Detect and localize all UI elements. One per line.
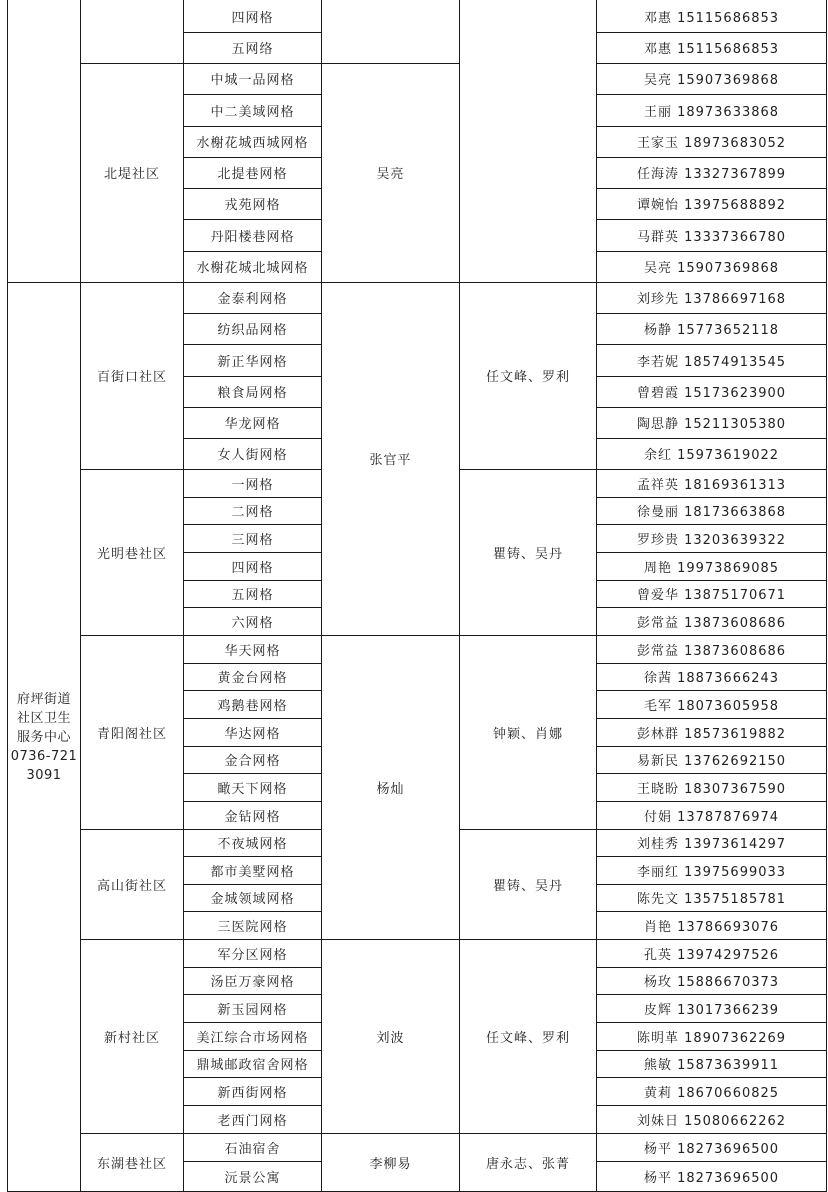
grid-name: 新正华网格: [217, 354, 288, 370]
grid-name: 四网格: [231, 10, 274, 26]
grid-name: 汤臣万豪网格: [210, 975, 295, 990]
grid-contact: 徐茜 18873666243: [643, 671, 780, 686]
grid-name: 华天网格: [224, 643, 281, 659]
service-center-line: 府坪街道: [16, 691, 71, 707]
grid-contact: 彭常益 13873608686: [636, 615, 787, 631]
grid-contact: 邓惠 15115686853: [643, 42, 780, 57]
grid-contact: 吴亮 15907369868: [643, 73, 780, 88]
grid-name: 金合网格: [224, 754, 281, 769]
community-name: 北堤社区: [103, 167, 160, 182]
service-center-lines: [11, 690, 78, 785]
grid-leader: 李柳易: [369, 1157, 412, 1172]
grid-contact: 陶思静 15211305380: [636, 417, 787, 432]
grid-name: 金泰利网格: [217, 292, 288, 307]
doctor-team: 任文峰、罗利: [485, 370, 570, 385]
grid-contact: 曾碧霞 15173623900: [636, 386, 787, 401]
community-name: 百街口社区: [96, 370, 167, 385]
grid-name: 鼎城邮政宿舍网格: [196, 1058, 309, 1073]
grid-contact: 王晓盼 18307367590: [636, 781, 787, 797]
grid-contact: 彭林群 18573619882: [636, 726, 787, 742]
community-name: 光明巷社区: [96, 546, 167, 562]
grid-contact: 刘妹日 15080662262: [636, 1113, 787, 1129]
grid-contact: 陈明革 18907362269: [636, 1030, 787, 1046]
grid-name: 新西街网格: [217, 1085, 288, 1101]
grid-contact: 熊敏 15873639911: [643, 1058, 780, 1073]
grid-contact: 罗珍贵 13203639322: [636, 532, 787, 548]
service-center-cell: [8, 282, 80, 1192]
grid-contact: 任海涛 13327367899: [636, 167, 787, 182]
grid-name: 老西门网格: [217, 1113, 288, 1129]
grid-contact: 杨玫 15886670373: [643, 975, 780, 990]
grid-leader: 张官平: [369, 453, 412, 468]
grid-contact: 曾爱华 13875170671: [636, 588, 787, 603]
grid-contact: 易新民 13762692150: [636, 754, 787, 769]
grid-contact: 毛军 18073605958: [643, 698, 780, 714]
grid-contact: 谭婉怡 13975688892: [636, 198, 787, 213]
grid-contact: 余红 15973619022: [643, 448, 780, 463]
grid-contact: 马群英 13337366780: [636, 229, 787, 245]
community-name: 东湖巷社区: [96, 1157, 167, 1172]
grid-contact: 彭常益 13873608686: [636, 643, 787, 659]
grid-name: 粮食局网格: [217, 386, 288, 401]
grid-name: 纺织品网格: [217, 323, 288, 338]
grid-contact: 邓惠 15115686853: [643, 10, 780, 26]
grid-name: 黄金台网格: [217, 671, 288, 686]
grid-contact: 付娟 13787876974: [643, 809, 780, 825]
grid-contact: 刘桂秀 13973614297: [636, 837, 787, 852]
grid-name: 五网络: [231, 42, 274, 57]
grid-name: 不夜城网格: [217, 837, 288, 852]
grid-name: 三网格: [231, 532, 274, 548]
grid-contact: 杨平 18273696500: [643, 1141, 780, 1157]
doctor-team: 瞿铸、吴丹: [492, 878, 563, 894]
service-center-line: 3091: [26, 767, 62, 783]
grid-contact: 刘珍先 13786697168: [636, 292, 787, 307]
grid-name: 石油宿舍: [224, 1141, 281, 1157]
grid-contact: 李若妮 18574913545: [636, 354, 787, 370]
grid-contact: 周艳 19973869085: [643, 560, 780, 576]
grid-name: 华达网格: [224, 726, 281, 742]
grid-name: 美江综合市场网格: [196, 1030, 309, 1046]
grid-name: 女人街网格: [217, 448, 288, 463]
grid-contact: 陈先文 13575185781: [636, 892, 787, 907]
grid-contact: 孔英 13974297526: [643, 947, 780, 963]
grid-contact: 王丽 18973633868: [643, 104, 780, 120]
grid-name: 沅景公寓: [224, 1171, 281, 1186]
grid-leader: 吴亮: [376, 167, 405, 182]
grid-name: 戎苑网格: [224, 198, 281, 213]
grid-name: 瞰天下网格: [217, 781, 288, 797]
grid-name: 军分区网格: [217, 947, 288, 963]
service-center-line: 服务中心: [16, 729, 71, 745]
grid-contact: 李丽红 13975699033: [636, 864, 787, 880]
grid-name: 一网格: [231, 477, 274, 493]
grid-name: 中城一品网格: [210, 73, 295, 88]
grid-name: 丹阳楼巷网格: [210, 229, 295, 245]
grid-contact: 杨平 18273696500: [643, 1171, 780, 1186]
grid-name: 北提巷网格: [217, 167, 288, 182]
doctor-team: 唐永志、张菁: [485, 1157, 570, 1172]
grid-name: 六网格: [231, 615, 274, 631]
doctor-team: 瞿铸、吴丹: [492, 546, 563, 562]
grid-name: 水榭花城西城网格: [196, 136, 309, 151]
grid-contact: 杨静 15773652118: [643, 323, 780, 338]
service-center-line: 社区卫生: [16, 710, 71, 726]
grid-contact: 肖艳 13786693076: [643, 919, 780, 935]
grid-name: 新玉园网格: [217, 1002, 288, 1018]
service-center-line: 0736-721: [10, 748, 78, 764]
grid-name: 五网格: [231, 588, 274, 603]
grid-name: 金城领域网格: [210, 892, 295, 907]
community-name: 新村社区: [103, 1030, 160, 1046]
grid-contact: 黄莉 18670660825: [643, 1085, 780, 1101]
grid-name: 水榭花城北城网格: [196, 261, 309, 276]
grid-contact: 徐曼丽 18173663868: [636, 505, 787, 520]
community-name: 青阳阁社区: [96, 726, 167, 742]
grid-contact: 王家玉 18973683052: [636, 136, 787, 151]
grid-contact: 孟祥英 18169361313: [636, 477, 787, 493]
table-rule: [826, 0, 827, 1192]
grid-name: 中二美域网格: [210, 104, 295, 120]
community-name: 高山街社区: [96, 878, 167, 894]
grid-contact: 吴亮 15907369868: [643, 261, 780, 276]
doctor-team: 任文峰、罗利: [485, 1030, 570, 1046]
doctor-team: 钟颖、肖娜: [492, 726, 563, 742]
grid-name: 三医院网格: [217, 919, 288, 935]
grid-name: 金钻网格: [224, 809, 281, 825]
grid-leader: 刘波: [376, 1030, 405, 1046]
grid-name: 都市美墅网格: [210, 864, 295, 880]
grid-name: 二网格: [231, 505, 274, 520]
grid-leader: 杨灿: [376, 781, 405, 797]
grid-name: 鸡鹅巷网格: [217, 698, 288, 714]
grid-name: 四网格: [231, 560, 274, 576]
grid-contact: 皮辉 13017366239: [643, 1002, 780, 1018]
grid-name: 华龙网格: [224, 417, 281, 432]
